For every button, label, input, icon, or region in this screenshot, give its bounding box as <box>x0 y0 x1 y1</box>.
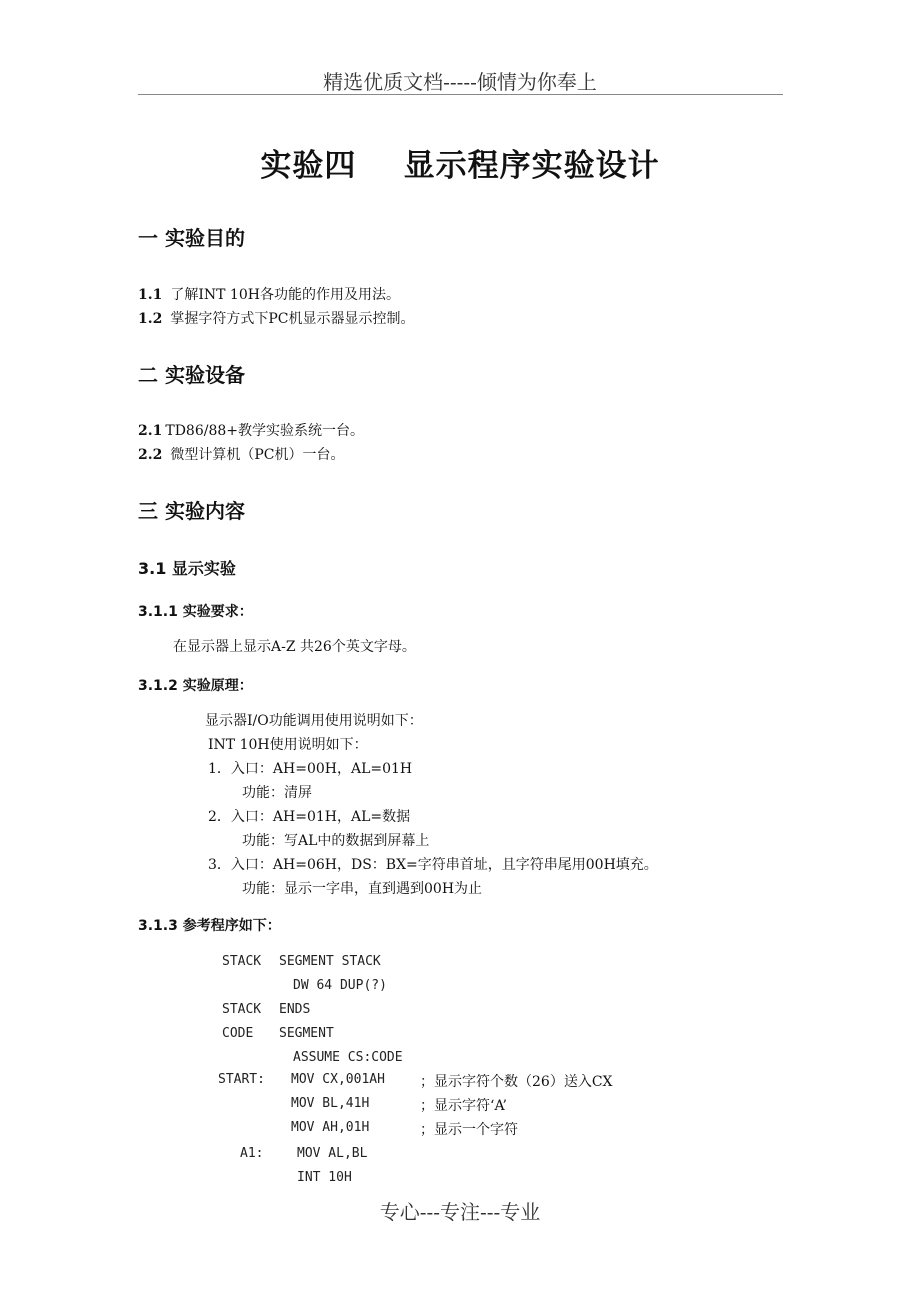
code-instruction: MOV AH,01H <box>291 1120 370 1135</box>
principle-line: 功能：显示一字串，直到遇到00H为止 <box>242 881 483 897</box>
code-label: STACK <box>222 1002 262 1017</box>
requirement-text: 在显示器上显示A-Z 共26个英文字母。 <box>173 639 416 655</box>
item-text: 了解INT 10H各功能的作用及用法。 <box>170 287 400 303</box>
list-item <box>138 444 345 464</box>
principle-line: 功能：清屏 <box>242 785 312 801</box>
principle-line: INT 10H使用说明如下： <box>208 737 368 753</box>
section-heading-content: 三 实验内容 <box>138 499 245 523</box>
page-header: 精选优质文档-----倾情为你奉上 <box>323 70 597 94</box>
item-number: 2.2 <box>138 447 163 463</box>
code-label: CODE <box>222 1026 254 1041</box>
code-label: STACK <box>222 954 262 969</box>
section-heading-purpose: 一 实验目的 <box>138 226 245 250</box>
page-footer: 专心---专注---专业 <box>379 1200 541 1224</box>
code-comment: ；显示一个字符 <box>420 1122 518 1138</box>
principle-line: 显示器I/O功能调用使用说明如下： <box>205 713 423 729</box>
code-instruction: MOV AL,BL <box>297 1146 368 1161</box>
item-number: 2.1 <box>138 423 163 439</box>
item-text: 微型计算机（PC机）一台。 <box>170 447 345 463</box>
item-text: TD86/88+教学实验系统一台。 <box>165 423 364 439</box>
code-instruction: INT 10H <box>297 1170 352 1185</box>
subsection-heading: 3.1 显示实验 <box>138 559 236 578</box>
code-comment: ；显示字符‘A’ <box>420 1098 507 1114</box>
section-heading-equipment: 二 实验设备 <box>138 363 245 387</box>
list-item <box>138 284 400 304</box>
item-text: 掌握字符方式下PC机显示器显示控制。 <box>170 311 415 327</box>
code-instruction: ASSUME CS:CODE <box>293 1050 403 1065</box>
code-label: START: <box>218 1072 265 1087</box>
list-item <box>138 308 415 328</box>
subsubsection-heading-program: 3.1.3 参考程序如下： <box>138 918 281 934</box>
list-item <box>138 420 364 440</box>
item-number: 1.1 <box>138 287 163 303</box>
principle-line: 3．入口：AH=06H，DS：BX=字符串首址，且字符串尾用00H填充。 <box>208 857 658 873</box>
principle-line: 2．入口：AH=01H，AL=数据 <box>208 809 411 825</box>
code-instruction: ENDS <box>279 1002 311 1017</box>
code-comment: ；显示字符个数（26）送入CX <box>420 1074 613 1090</box>
principle-line: 1．入口：AH=00H，AL=01H <box>208 761 413 777</box>
code-instruction: DW 64 DUP(?) <box>293 978 387 993</box>
subsubsection-heading-principle: 3.1.2 实验原理： <box>138 678 253 694</box>
code-instruction: MOV CX,001AH <box>291 1072 385 1087</box>
code-instruction: SEGMENT <box>279 1026 334 1041</box>
code-instruction: MOV BL,41H <box>291 1096 370 1111</box>
document-title: 实验四 显示程序实验设计 <box>260 148 660 184</box>
code-instruction: SEGMENT STACK <box>279 954 381 969</box>
item-number: 1.2 <box>138 311 163 327</box>
principle-line: 功能：写AL中的数据到屏幕上 <box>242 833 430 849</box>
subsubsection-heading-requirements: 3.1.1 实验要求： <box>138 604 253 620</box>
code-label: A1: <box>240 1146 264 1161</box>
header-divider <box>138 94 783 95</box>
